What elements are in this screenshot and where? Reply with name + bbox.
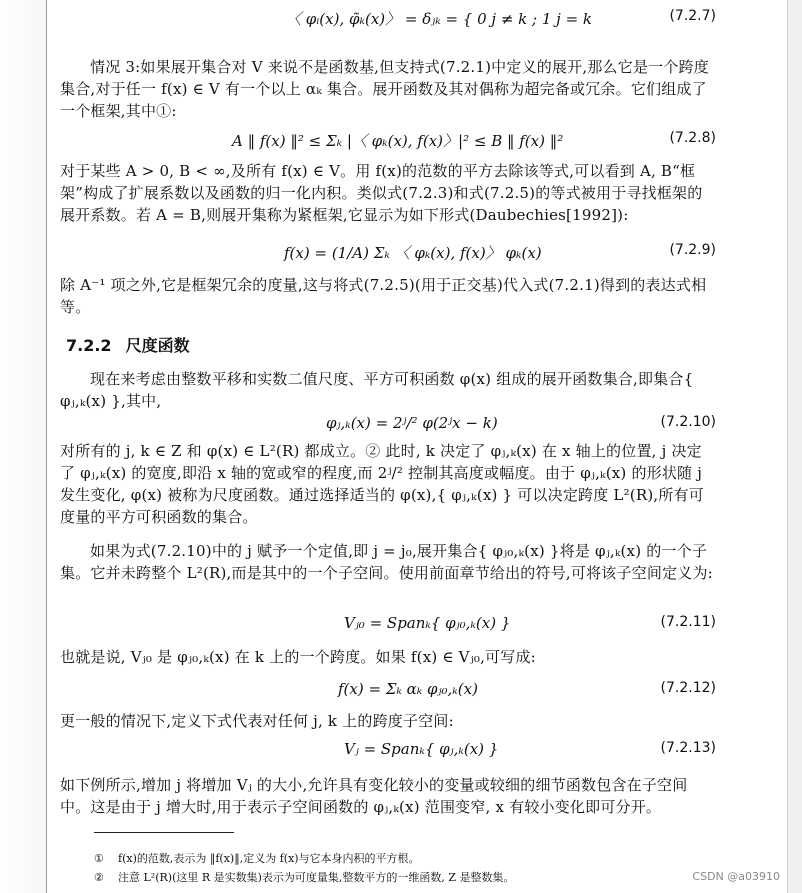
equation-number: (7.2.7)	[669, 8, 716, 24]
footnote-mark: ②	[94, 871, 104, 884]
paragraph-span-note: 也就是说, Vⱼ₀ 是 φⱼ₀,ₖ(x) 在 k 上的一个跨度。如果 f(x) ∈ Vⱼ₀,可写成:	[60, 648, 536, 666]
footnote-divider	[94, 832, 234, 833]
footnote-text: 注意 L²(R)(这里 R 是实数集)表示为可度量集,整数平方的一维函数, Z 是整数集。	[118, 871, 515, 884]
csdn-watermark: CSDN @a03910	[692, 870, 780, 883]
equation-number: (7.2.9)	[669, 242, 716, 258]
paragraph-increasing-j: 如下例所示,增加 j 将增加 Vⱼ 的大小,允许具有变化较小的变量或较细的细节函数包含在子空间中。这是由于 j 增大时,用于表示子空间函数的 φⱼ,ₖ(x) 范围变窄, x 有较小变化即可分开。	[60, 776, 688, 816]
equation-body: φⱼ,ₖ(x) = 2ʲ/² φ(2ʲx − k)	[326, 414, 498, 432]
equation-7-2-11	[60, 612, 716, 638]
paragraph-subspace: 如果为式(7.2.10)中的 j 赋予一个定值,即 j = j₀,展开集合{ φⱼ₀,ₖ(x) }将是 φⱼ,ₖ(x) 的一个子集。它并未跨整个 L²(R),而是其中的一个子空间。使用前面章节给出的符号,可将该子空间定义为:	[60, 542, 713, 582]
section-number: 7.2.2	[66, 336, 112, 355]
equation-7-2-7	[60, 6, 716, 32]
equation-body: Vⱼ₀ = Spanₖ{ φⱼ₀,ₖ(x) }	[344, 614, 511, 632]
right-scrollbar[interactable]	[787, 0, 802, 893]
equation-body: 〈 φᵢ(x), φ̃ₖ(x)〉 = δⱼₖ = { 0 j ≠ k ; 1 j = k	[286, 10, 593, 28]
paragraph-scaling-function: 对所有的 j, k ∈ Z 和 φ(x) ∈ L²(R) 都成立。② 此时, k 决定了 φⱼ,ₖ(x) 在 x 轴上的位置, j 决定了 φⱼ,ₖ(x) 的宽度,即沿 x 轴的宽或窄的程度,而 2ʲ/² 控制其高度或幅度。由于 φⱼ,ₖ(x) 的形状随 j 发生变化, φ(x) 被称为尺度函数。通过选择适当的 φ(x),{ φⱼ,ₖ(x) } 可以决定跨度 L²(R),所有可度量的平方可积函数的集合。	[60, 442, 704, 526]
equation-number: (7.2.8)	[669, 130, 716, 146]
footnote-2	[94, 871, 515, 885]
equation-7-2-8	[60, 128, 716, 154]
paragraph-general-case: 更一般的情况下,定义下式代表对任何 j, k 上的跨度子空间:	[60, 712, 454, 730]
equation-number: (7.2.10)	[660, 414, 716, 430]
footnote-1	[94, 852, 420, 866]
equation-7-2-9	[60, 240, 716, 266]
paragraph-case-3: 情况 3:如果展开集合对 V 来说不是函数基,但支持式(7.2.1)中定义的展开,那么它是一个跨度集合,对于任一 f(x) ∈ V 有一个以上 αₖ 集合。展开函数及其对偶称为超完备或冗余。它们组成了一个框架,其中①:	[60, 58, 709, 120]
equation-body: Vⱼ = Spanₖ{ φⱼ,ₖ(x) }	[344, 740, 499, 758]
equation-7-2-13	[60, 738, 716, 764]
footnote-mark: ①	[94, 852, 104, 865]
document-page	[60, 0, 760, 893]
paragraph-scaling-intro: 现在来考虑由整数平移和实数二值尺度、平方可积函数 φ(x) 组成的展开函数集合,即集合{ φⱼ,ₖ(x) },其中,	[60, 370, 694, 410]
footnote-text: f(x)的范数,表示为 ‖f(x)‖,定义为 f(x)与它本身内积的平方根。	[118, 852, 420, 865]
paragraph-frame-bounds: 对于某些 A > 0, B < ∞,及所有 f(x) ∈ V。用 f(x)的范数的平方去除该等式,可以看到 A, B“框架”构成了扩展系数以及函数的归一化内积。类似式(7.2.3)和式(7.2.5)的等式被用于寻找框架的展开系数。若 A = B,则展开集称为紧框架,它显示为如下形式(Daubechies[1992]):	[60, 162, 703, 224]
equation-body: A ‖ f(x) ‖² ≤ Σₖ |〈 φₖ(x), f(x)〉|² ≤ B ‖ f(x) ‖²	[232, 132, 564, 150]
equation-number: (7.2.11)	[660, 614, 716, 630]
equation-7-2-12	[60, 678, 716, 704]
equation-7-2-10	[60, 412, 716, 438]
equation-body: f(x) = Σₖ αₖ φⱼ₀,ₖ(x)	[338, 680, 478, 698]
equation-body: f(x) = (1/A) Σₖ 〈 φₖ(x), f(x)〉 φₖ(x)	[284, 244, 542, 262]
equation-number: (7.2.12)	[660, 680, 716, 696]
equation-number: (7.2.13)	[660, 740, 716, 756]
paragraph-redundancy: 除 A⁻¹ 项之外,它是框架冗余的度量,这与将式(7.2.5)(用于正交基)代入式(7.2.1)得到的表达式相等。	[60, 276, 707, 316]
section-heading	[66, 333, 190, 356]
left-window-frame	[0, 0, 47, 893]
section-title: 尺度函数	[125, 336, 190, 355]
